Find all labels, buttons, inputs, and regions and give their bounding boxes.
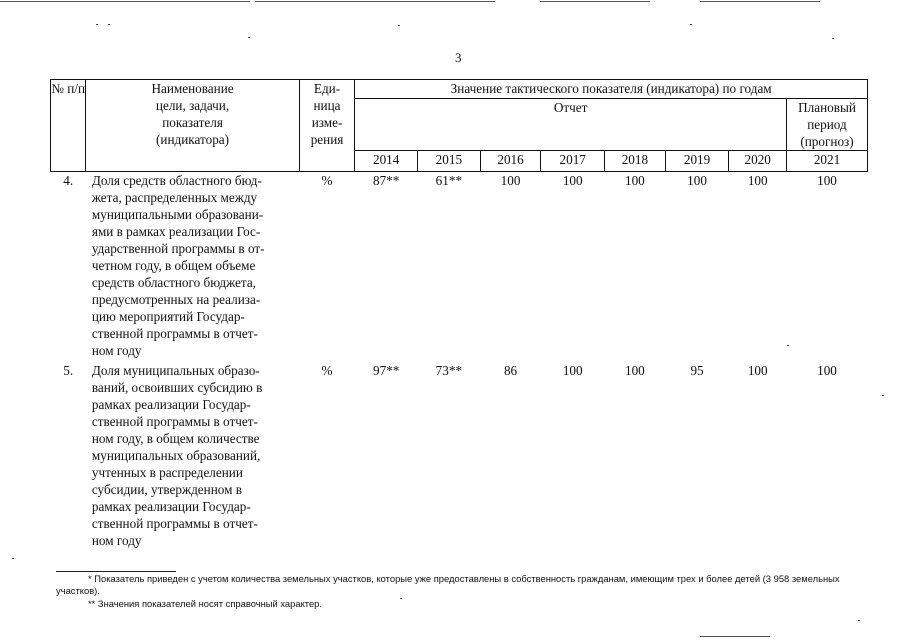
row-value: 100	[562, 173, 583, 188]
header-year: 2017	[541, 151, 605, 172]
row-unit: %	[321, 363, 333, 378]
row-value: 100	[562, 363, 583, 378]
row-value: 61**	[435, 173, 463, 188]
scan-edge-line	[0, 1, 250, 2]
row-value: 100	[500, 173, 521, 188]
header-year: 2021	[787, 151, 868, 172]
footnote-1: * Показатель приведен с учетом количества земельных участков, которые уже предоставлены в собственность гражданам, имеющим трех и более детей (3 958 земельных участков).	[56, 573, 840, 596]
header-plan-line: (прогноз)	[800, 134, 854, 149]
row-value: 97**	[372, 363, 400, 378]
row-value: 100	[817, 363, 837, 378]
row-value: 87**	[372, 173, 400, 188]
header-unit-line: рения	[310, 132, 344, 147]
scan-speck	[248, 37, 250, 38]
row-value: 100	[624, 363, 645, 378]
row-value: 100	[817, 173, 837, 188]
row-value: 100	[624, 173, 645, 188]
scan-speck	[858, 620, 860, 621]
header-name	[86, 80, 299, 172]
footnote-2: ** Значения показателей носят справочный характер.	[88, 598, 322, 609]
row-name-line: ваний, освоивших субсидию в	[91, 380, 263, 395]
row-value: 100	[687, 173, 707, 188]
row-name-line: ном году, в общем количестве	[91, 431, 260, 446]
row-name-line: жета, распределенных между	[91, 190, 258, 205]
table-row	[51, 362, 868, 552]
scan-speck	[96, 24, 98, 25]
row-name-line: учтенных в распределении	[91, 465, 243, 480]
indicators-table	[50, 79, 868, 552]
header-year: 2020	[729, 151, 787, 172]
row-name-line: предусмотренных на реализа-	[91, 292, 261, 307]
scan-speck	[400, 598, 402, 599]
row-name-line: ями в рамках реализации Гос-	[91, 224, 261, 239]
scan-edge-line	[540, 1, 650, 2]
row-value: 100	[747, 173, 768, 188]
header-year: 2015	[418, 151, 481, 172]
row-name-line: ственной программы в отчет-	[91, 516, 258, 531]
row-name	[86, 172, 299, 363]
row-name-line: муниципальных образований,	[91, 448, 261, 463]
header-values-title: Значение тактического показателя (индикатора) по годам	[355, 80, 868, 99]
scan-edge-line	[700, 1, 820, 2]
row-value: 86	[503, 363, 518, 378]
row-name	[86, 362, 299, 552]
header-year: 2016	[480, 151, 541, 172]
row-name-line: ственной программы в отчет-	[91, 414, 258, 429]
header-name-line: цели, задачи,	[155, 98, 230, 113]
row-name-line: ном году	[91, 533, 142, 548]
scan-edge-line	[700, 636, 770, 637]
header-unit-line: изме-	[311, 115, 343, 130]
row-num: 5.	[63, 363, 74, 378]
header-unit-line: Еди-	[313, 81, 341, 96]
row-name-line: четном году, в общем объеме	[91, 258, 256, 273]
scan-speck	[832, 38, 834, 39]
header-plan	[787, 99, 868, 151]
scan-speck	[882, 395, 884, 396]
row-name-line: Доля средств областного бюд-	[91, 173, 262, 188]
row-unit: %	[321, 173, 333, 188]
header-year: 2018	[605, 151, 666, 172]
row-name-line: рамках реализации Государ-	[91, 397, 251, 412]
row-name-line: ударственной программы в от-	[91, 241, 265, 256]
row-name-line: рамках реализации Государ-	[91, 499, 251, 514]
row-name-line: ном году	[91, 343, 142, 358]
header-year: 2014	[355, 151, 418, 172]
scan-speck	[108, 24, 110, 25]
header-year: 2019	[665, 151, 729, 172]
header-unit-line: ница	[313, 98, 341, 113]
row-name-line: цию мероприятий Государ-	[91, 309, 245, 324]
header-name-line: показателя	[162, 115, 223, 130]
scan-edge-line	[255, 1, 495, 2]
table-row	[51, 172, 868, 363]
row-value: 100	[747, 363, 768, 378]
row-name-line: муниципальными образовани-	[91, 207, 264, 222]
row-name-line: ственной программы в отчет-	[91, 326, 258, 341]
row-name-line: средств областного бюджета,	[91, 275, 256, 290]
header-report: Отчет	[355, 99, 787, 151]
row-name-line: субсидии, утвержденном в	[91, 482, 242, 497]
scan-speck	[690, 24, 692, 25]
row-name-line: Доля муниципальных образо-	[91, 363, 260, 378]
scan-speck	[398, 25, 400, 26]
header-name-line: Наименование	[151, 81, 234, 96]
header-plan-line: Плановый	[798, 100, 856, 115]
header-num: № п/п	[51, 80, 86, 172]
header-unit	[299, 80, 355, 172]
page-number: 3	[455, 50, 462, 65]
header-name-line: (индикатора)	[156, 132, 230, 147]
footnote-divider	[56, 571, 176, 572]
header-plan-line: период	[807, 117, 847, 132]
row-value: 73**	[435, 363, 463, 378]
row-value: 95	[690, 363, 704, 378]
scan-speck	[12, 558, 14, 559]
row-num: 4.	[63, 173, 74, 188]
